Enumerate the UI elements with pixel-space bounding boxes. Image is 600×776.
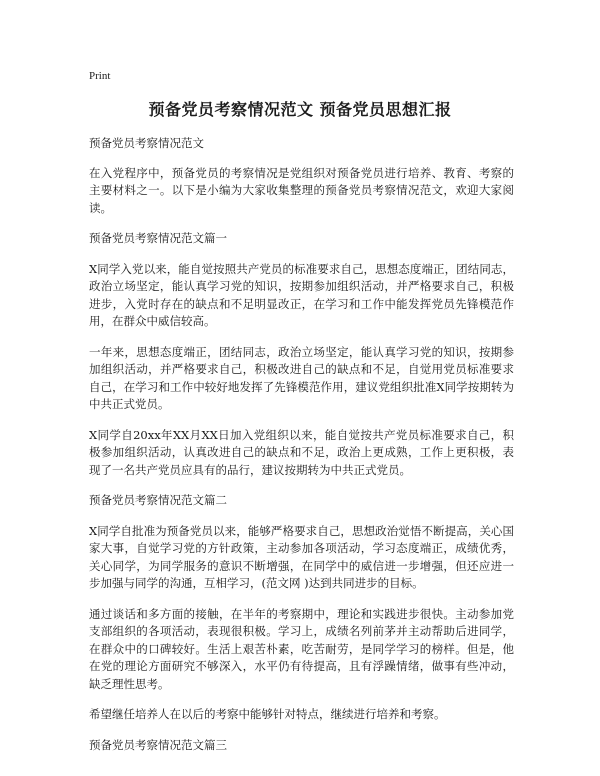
body-paragraph: 在入党程序中，预备党员的考察情况是党组织对预备党员进行培养、教育、考察的主要材料之一。以下是小编为大家收集整理的预备党员考察情况范文，欢迎大家阅读。 [89,165,514,215]
body-paragraph: X同学自20xx年XX月XX日加入党组织以来，能自觉按共产党员标准要求自己，积极参加组织活动，认真改进自己的缺点和不足，政治上更成熟，工作上更积极，表现了一名共产党员应具有的品行，建议按期转为中共正式党员。 [89,427,514,477]
body-paragraph: X同学自批准为预备党员以来，能够严格要求自己，思想政治觉悟不断提高，关心国家大事，自觉学习党的方针政策，主动参加各项活动，学习态度端正，成绩优秀，关心同学，为同学服务的意识不断增强，在同学中的威信进一步增强，但还应进一步加强与同学的沟通，互相学习，(范文网 )达到共同进步的目标。 [89,523,514,590]
section-heading: 预备党员考察情况范文篇一 [89,231,227,245]
document-body [89,135,514,754]
page-title: 预备党员考察情况范文 预备党员思想汇报 [148,100,452,119]
body-paragraph: X同学入党以来，能自觉按照共产党员的标准要求自己，思想态度端正，团结同志，政治立场坚定，能认真学习党的知识，按期参加组织活动，并严格要求自己，积极进步，入党时存在的缺点和不足明显改正，在学习和工作中能发挥党员先锋模范作用，在群众中威信较高。 [89,261,514,328]
section-heading: 预备党员考察情况范文篇二 [89,493,227,507]
print-link[interactable]: Print [89,70,111,82]
section-heading: 预备党员考察情况范文篇三 [89,737,227,752]
body-paragraph: 希望继任培养人在以后的考察中能够针对特点，继续进行培养和考察。 [89,707,446,721]
section-heading: 预备党员考察情况范文 [89,136,204,150]
body-paragraph: 通过谈话和多方面的接触，在半年的考察期中，理论和实践进步很快。主动参加党支部组织的各项活动，表现很积极。学习上，成绩名列前茅并主动帮助后进同学，在群众中的口碑较好。生活上艰苦朴素，吃苦耐劳，是同学学习的榜样。但是，他在党的理论方面研究不够深入，水平仍有待提高，且有浮躁情绪，做事有些冲动，缺乏理性思考。 [89,606,514,691]
body-paragraph: 一年来，思想态度端正，团结同志，政治立场坚定，能认真学习党的知识，按期参加组织活动，并严格要求自己，积极改进自己的缺点和不足，自觉用党员标准要求自己，在学习和工作中较好地发挥了先锋模范作用，建议党组织批准X同学按期转为中共正式党员。 [89,344,514,411]
